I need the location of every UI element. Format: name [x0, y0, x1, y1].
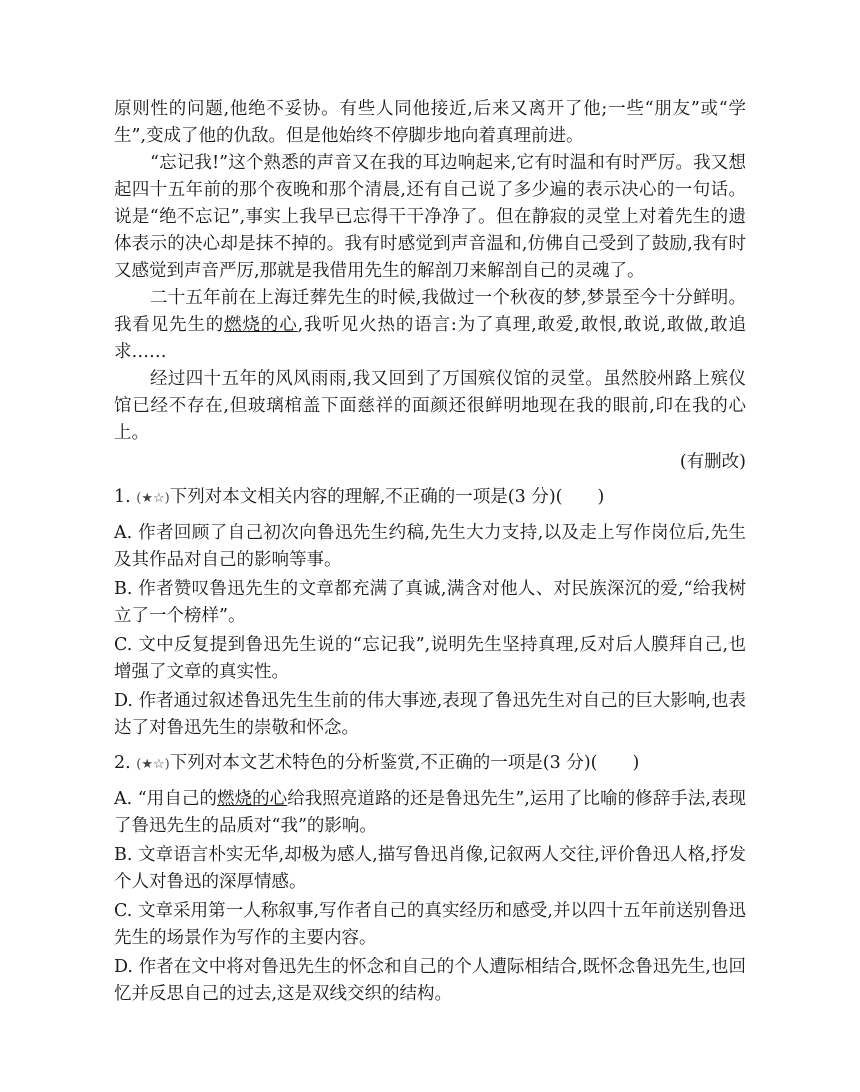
source-note: (有删改) — [679, 452, 746, 472]
underlined-phrase: 燃烧的心 — [224, 315, 298, 335]
passage-paragraph-4: 经过四十五年的风风雨雨,我又回到了万国殡仪馆的灵堂。虽然胶州路上殡仪馆已经不存在,但玻璃棺盖下面慈祥的面颜还很鲜明地现在我的眼前,印在我的心上。 — [114, 369, 746, 443]
question-2-option-a-post: 给我照亮道路的还是鲁迅先生”,运用了比喻的修辞手法,表现了鲁迅先生的品质对“我”的影响。 — [114, 789, 747, 836]
underlined-phrase: 燃烧的心 — [217, 789, 288, 809]
question-2-option-a — [114, 786, 746, 840]
question-2-option-a-pre: A. “用自己的 — [114, 789, 217, 809]
difficulty-stars-icon: (★☆) — [136, 491, 170, 506]
question-1-stem — [114, 484, 746, 512]
passage-paragraph-3-text-b: ,我听见火热的语言:为了真理,敢爱,敢恨,敢说,敢做,敢追求…… — [114, 315, 747, 362]
question-1-option-a: A. 作者回顾了自己初次向鲁迅先生约稿,先生大力支持,以及走上写作岗位后,先生及其作品对自己的影响等事。 — [114, 523, 746, 570]
passage-paragraph-3-text-a: 二十五年前在上海迁葬先生的时候,我做过一个秋夜的梦,梦景至今十分鲜明。我看见先生的 — [114, 288, 746, 335]
question-1-number: 1. — [114, 487, 131, 507]
question-2-option-d: D. 作者在文中将对鲁迅先生的怀念和自己的个人遭际相结合,既怀念鲁迅先生,也回忆并反思自己的过去,这是双线交织的结构。 — [114, 957, 746, 1004]
question-1-option-c: C. 文中反复提到鲁迅先生说的“忘记我”,说明先生坚持真理,反对后人膜拜自己,也增强了文章的真实性。 — [114, 635, 746, 682]
question-2-text: 下列对本文艺术特色的分析鉴赏,不正确的一项是(3 分)( ) — [169, 753, 640, 773]
question-2 — [114, 750, 746, 1008]
document-content — [114, 96, 746, 1010]
question-2-option-b: B. 文章语言朴实无华,却极为感人,描写鲁迅肖像,记叙两人交往,评价鲁迅人格,抒发个人对鲁迅的深厚情感。 — [114, 845, 746, 892]
question-1 — [114, 484, 746, 742]
passage-paragraph-1: 原则性的问题,他绝不妥协。有些人同他接近,后来又离开了他;一些“朋友”或“学生”,变成了他的仇敌。但是他始终不停脚步地向着真理前进。 — [114, 99, 746, 146]
question-2-stem — [114, 750, 746, 778]
question-2-number: 2. — [114, 753, 131, 773]
passage-paragraph-2: “忘记我!”这个熟悉的声音又在我的耳边响起来,它有时温和有时严厉。我又想起四十五年前的那个夜晚和那个清晨,还有自己说了多少遍的表示决心的一句话。说是“绝不忘记”,事实上我早已忘得干干净净了。但在静寂的灵堂上对着先生的遗体表示的决心却是抹不掉的。我有时感觉到声音温和,仿佛自己受到了鼓励,我有时又感觉到声音严厉,那就是我借用先生的解剖刀来解剖自己的灵魂了。 — [114, 153, 746, 281]
question-1-option-b: B. 作者赞叹鲁迅先生的文章都充满了真诚,满含对他人、对民族深沉的爱,“给我树立了一个榜样”。 — [114, 579, 746, 626]
question-1-text: 下列对本文相关内容的理解,不正确的一项是(3 分)( ) — [169, 487, 605, 507]
question-1-option-d: D. 作者通过叙述鲁迅先生生前的伟大事迹,表现了鲁迅先生对自己的巨大影响,也表达了对鲁迅先生的崇敬和怀念。 — [114, 691, 746, 738]
passage-paragraph-3 — [114, 285, 746, 366]
question-2-option-c: C. 文章采用第一人称叙事,写作者自己的真实经历和感受,并以四十五年前送别鲁迅先生的场景作为写作的主要内容。 — [114, 901, 746, 948]
difficulty-stars-icon: (★☆) — [136, 757, 170, 772]
